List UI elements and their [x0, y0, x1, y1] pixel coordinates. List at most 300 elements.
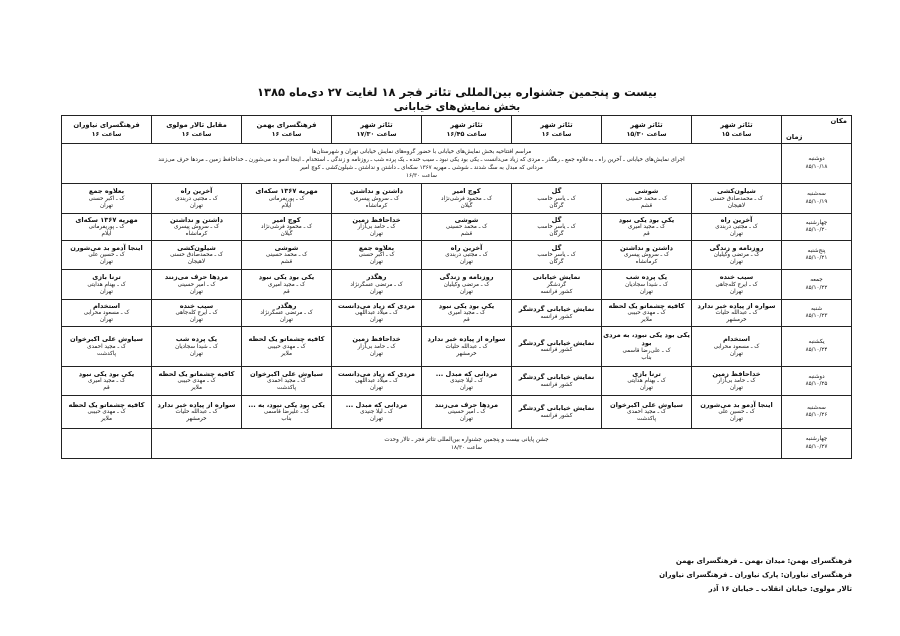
performance-director: ک ـ مرتضی وکیلیان — [443, 281, 490, 288]
venue-header-cell — [512, 116, 602, 144]
performance-cell — [512, 241, 602, 270]
performance-title: ترنا بازی — [92, 273, 121, 282]
venue-time: ساعت ۱۷/۳۰ — [356, 129, 397, 138]
performance-title: سیاوش علی اکبرخوان — [610, 400, 683, 409]
performance-city: پاکدشت — [96, 350, 117, 357]
performance-title: استخدام — [722, 335, 751, 344]
performance-cell — [242, 184, 332, 214]
performance-cell — [602, 396, 692, 429]
performance-director: ک ـ لیلا جنیدی — [450, 378, 483, 385]
performance-title: مهریه ۱۳۶۷ سکه‌ای — [255, 187, 318, 196]
performance-cell — [242, 214, 332, 241]
performance-cell — [152, 396, 242, 429]
performance-title: اینجا آدمو بد می‌شورن — [700, 400, 773, 409]
venue-name: تئاتر شهر — [360, 120, 393, 129]
day-date: ۸۵/۱۰/۲۲ — [805, 284, 828, 291]
performance-director: ک ـ علی‌رضا قاسمی — [622, 347, 671, 354]
performance-title: یکی بود یکی نبود، به ... — [248, 400, 325, 409]
note-niavaran: فرهنگسرای نیاوران: پارک نیاوران ـ فرهنگسرای نیاوران — [659, 571, 852, 579]
performance-city: قشم — [280, 259, 293, 266]
performance-cell — [692, 367, 782, 396]
performance-cell — [152, 300, 242, 327]
performance-title: مردی که زیاد می‌دانست — [337, 301, 416, 310]
venue-time: ساعت ۱۶/۴۵ — [446, 129, 487, 138]
performance-cell — [242, 396, 332, 429]
performance-title: مردانی که مبدل ... — [345, 400, 408, 409]
performance-director: گردشگر — [546, 281, 567, 288]
performance-city: تهران — [100, 317, 113, 324]
performance-title: یک پرده شب — [175, 335, 218, 344]
performance-cell — [422, 214, 512, 241]
day-row — [62, 214, 852, 241]
venue-name: تئاتر شهر — [720, 120, 753, 129]
venue-name: فرهنگسرای بهمن — [256, 120, 317, 129]
performance-director: ک ـ مجتبی دربندی — [715, 224, 758, 231]
performance-cell — [512, 396, 602, 429]
performance-title: مردها حرف می‌زنند — [164, 273, 229, 282]
performance-director: ک ـ لیلا جنیدی — [360, 409, 393, 416]
performance-cell — [692, 214, 782, 241]
performance-director: ک ـ شیدا سجادیان — [625, 281, 668, 288]
performance-cell — [62, 241, 152, 270]
performance-city: بناب — [281, 416, 292, 423]
day-cell — [782, 241, 852, 270]
performance-title: کافیه چشماتو یک لحظه — [158, 369, 235, 378]
performance-director: ک ـ یاسر خاسب — [537, 195, 576, 202]
performance-city: لاهیجان — [727, 202, 746, 209]
opening-line: ساعت ۱۶/۳۰ — [406, 172, 437, 179]
performance-director: ک ـ محمدصادق حسنی — [710, 195, 763, 202]
performance-title: گل — [551, 215, 562, 224]
venue-time: ساعت ۱۶ — [271, 129, 302, 138]
performance-title: کافیه چشماتو یک لحظه — [68, 400, 145, 409]
performance-city: تهران — [370, 385, 383, 392]
performance-city: تهران — [730, 259, 743, 266]
performance-city: تهران — [190, 350, 203, 357]
empty-cell — [62, 429, 152, 459]
venue-header-cell — [332, 116, 422, 144]
day-name: شنبه — [810, 305, 823, 312]
performance-title: شیلون‌کشی — [177, 243, 216, 252]
performance-cell — [692, 300, 782, 327]
performance-cell — [242, 327, 332, 367]
performance-city: ایلام — [101, 231, 112, 238]
performance-title: سواره از پیاده خبر ندارد — [157, 400, 236, 409]
venue-header-cell — [422, 116, 512, 144]
performance-director: ک ـ مجید احمدی — [87, 343, 126, 350]
performance-director: ک ـ شیدا سجادیان — [175, 343, 218, 350]
day-cell — [782, 367, 852, 396]
venue-name: فرهنگسرای نیاوران — [73, 120, 140, 129]
performance-director: ک ـ عبدالله حلیات — [175, 409, 218, 416]
performance-director: ک ـ میلاد عبداللهی — [355, 378, 398, 385]
performance-title: مردها حرف می‌زنند — [434, 400, 499, 409]
performance-cell — [332, 396, 422, 429]
day-name: دوشنبه — [808, 373, 825, 380]
performance-title: یکی بود یکی نبود — [78, 369, 135, 378]
performance-city: تهران — [730, 416, 743, 423]
performance-cell — [62, 396, 152, 429]
performance-director: ک ـ بهنام هدایتی — [87, 281, 126, 288]
day-name: دوشنبه — [808, 156, 825, 163]
performance-cell — [152, 241, 242, 270]
performance-director: ک ـ ایرج کله‌جاهی — [715, 281, 758, 288]
performance-director: ک ـ حسین علی — [718, 409, 755, 416]
performance-title: مردی که زیاد می‌دانست — [337, 369, 416, 378]
performance-city: تهران — [100, 259, 113, 266]
performance-city: تهران — [460, 259, 473, 266]
performance-title: شیلون‌کشی — [717, 187, 756, 196]
performance-title: نمایش خیابانی گردشگر — [518, 305, 595, 314]
performance-director: ک ـ مسعود محرابی — [83, 310, 130, 317]
venue-name: تئاتر شهر — [540, 120, 573, 129]
performance-city: کشور فرانسه — [540, 381, 573, 388]
closing-row — [62, 429, 852, 459]
page-subtitle: بخش نمایش‌های خیابانی — [393, 101, 521, 113]
performance-director: ک ـ پوریفرمانی — [88, 224, 125, 231]
performance-director: ک ـ میلاد عبداللهی — [355, 310, 398, 317]
venue-header-cell — [62, 116, 152, 144]
performance-city: کرمانشاه — [635, 259, 658, 266]
performance-cell — [422, 270, 512, 300]
performance-director: ک ـ مجید احمدی — [627, 409, 666, 416]
performance-director: ک ـ مجید امیری — [448, 310, 485, 317]
performance-director: ک ـ حامد بی‌آزار — [717, 378, 756, 385]
performance-cell — [692, 396, 782, 429]
performance-director: ک ـ مسعود محرابی — [713, 343, 760, 350]
venue-header-cell — [692, 116, 782, 144]
performance-cell — [62, 300, 152, 327]
corner-time-label: زمان — [786, 132, 803, 141]
performance-city: تهران — [460, 416, 473, 423]
performance-director: ک ـ اکبر حسنی — [358, 252, 395, 259]
performance-title: یک پرده شب — [625, 273, 668, 282]
performance-title: روزنامه و زندگی — [439, 273, 494, 282]
performance-director: ک ـ امیر حسینی — [177, 281, 216, 288]
venue-header-cell — [602, 116, 692, 144]
performance-city: تهران — [100, 202, 113, 209]
performance-director: ک ـ امیر حسینی — [447, 409, 486, 416]
performance-title: کافیه چشماتو یک لحظه — [248, 335, 325, 344]
performance-cell — [692, 327, 782, 367]
performance-cell — [602, 184, 692, 214]
day-cell — [782, 214, 852, 241]
performance-cell — [422, 300, 512, 327]
performance-city: تهران — [730, 288, 743, 295]
day-date: ۸۵/۱۰/۲۱ — [805, 255, 828, 261]
performance-title: سیاوش علی اکبرخوان — [250, 369, 323, 378]
day-date: ۸۵/۱۰/۲۶ — [805, 412, 828, 418]
performance-city: خرمشهر — [726, 317, 747, 324]
performance-cell — [242, 241, 332, 270]
performance-title: یکی بود یکی نبود — [438, 301, 495, 310]
performance-cell — [602, 214, 692, 241]
performance-city: تهران — [100, 288, 113, 295]
opening-line: مراسم افتتاحیه بخش نمایش‌های خیابانی با حضور گروه‌های نمایش خیابانی تهران و شهرستان‌ها — [311, 148, 532, 155]
performance-director: ک ـ مهدی حبیبی — [267, 343, 306, 350]
performance-director: ک ـ اکبر حسنی — [88, 195, 125, 202]
performance-title: نمایش خیابانی گردشگر — [518, 373, 595, 382]
opening-row — [62, 144, 852, 184]
day-cell — [782, 429, 852, 459]
performance-cell — [242, 270, 332, 300]
performance-director: ک ـ مجتبی دربندی — [175, 195, 218, 202]
performance-city: تهران — [370, 288, 383, 295]
performance-director: ک ـ مجید امیری — [628, 224, 665, 231]
performance-director: ک ـ مرتضی عسگرنژاد — [260, 310, 313, 317]
performance-cell — [512, 184, 602, 214]
performance-title: شوشی — [454, 215, 479, 224]
venue-notes — [659, 554, 852, 596]
performance-cell — [512, 367, 602, 396]
performance-director: ک ـ مجید احمدی — [267, 378, 306, 385]
note-molavi: تالار مولوی: خیابان انقلاب ـ خیابان ۱۶ آذر — [708, 585, 852, 593]
performance-director: ک ـ مهدی حبیبی — [177, 378, 216, 385]
performance-director: ک ـ بهنام هدایتی — [627, 378, 666, 385]
performance-cell — [62, 327, 152, 367]
performance-director: ک ـ مجتبی دربندی — [445, 252, 488, 259]
performance-city: تهران — [730, 231, 743, 238]
performance-cell — [332, 214, 422, 241]
performance-director: ک ـ یاسر خاسب — [537, 252, 576, 259]
performance-cell — [422, 327, 512, 367]
venue-name: مقابل تالار مولوی — [166, 120, 227, 129]
performance-director: ک ـ عبدالله حلیات — [715, 310, 758, 317]
performance-cell — [692, 270, 782, 300]
day-date: ۸۵/۱۰/۲۷ — [805, 443, 828, 450]
day-cell — [782, 300, 852, 327]
venue-time: ساعت ۱۵ — [721, 129, 752, 138]
performance-cell — [332, 300, 422, 327]
performance-city: قم — [463, 317, 470, 324]
performance-title: ترنا بازی — [632, 369, 661, 378]
performance-title: نمایش خیابانی — [532, 273, 581, 282]
performance-city: گرگان — [549, 231, 564, 238]
performance-city: گرگان — [549, 202, 564, 209]
day-date: ۸۵/۱۰/۱۹ — [805, 198, 828, 205]
day-name: چهارشنبه — [805, 219, 828, 226]
performance-director: ک ـ محمدصادق حسنی — [170, 252, 223, 259]
performance-cell — [692, 184, 782, 214]
performance-director: ک ـ مرتضی وکیلیان — [713, 252, 760, 259]
performance-title: رهگذر — [366, 273, 387, 282]
performance-title: آخرین راه — [450, 243, 483, 252]
performance-title: سیب خنده — [179, 301, 214, 310]
performance-cell — [512, 270, 602, 300]
performance-director: ک ـ مهدی حبیبی — [627, 310, 666, 317]
performance-city: قشم — [460, 231, 473, 238]
performance-city: کشور فرانسه — [540, 347, 573, 354]
performance-director: ک ـ محمد حسینی — [625, 195, 668, 202]
performance-city: کشور فرانسه — [540, 412, 573, 419]
day-name: یکشنبه — [808, 339, 825, 346]
performance-city: ایلام — [281, 202, 292, 209]
performance-director: ک ـ حامد بی‌آزار — [357, 224, 396, 231]
performance-title: روزنامه و زندگی — [709, 243, 764, 252]
performance-title: سیاوش علی اکبرخوان — [70, 335, 143, 344]
venue-time: ساعت ۱۶ — [541, 129, 572, 138]
performance-title: داشتن و نداشتن — [349, 187, 404, 196]
performance-title: گل — [551, 187, 562, 196]
performance-title: مهریه ۱۳۶۷ سکه‌ای — [75, 215, 138, 224]
opening-line: اجرای نمایش‌های خیابانی ـ آخرین راه ـ به‌علاوه جمع ـ رهگذر ـ مردی که زیاد می‌دانست ـ یکی بود یکی نبود ـ سیب خنده ـ یک پرده شب ـ روزنامه و زندگی ـ استخدام ـ اینجا آدمو بد می‌شورن ـ خداحافظ زمین ـ مردها حرف می‌زنند — [158, 156, 685, 163]
header-row — [62, 116, 852, 144]
performance-cell — [152, 270, 242, 300]
performance-cell — [152, 367, 242, 396]
day-name: سه‌شنبه — [807, 404, 826, 411]
performance-city: تهران — [190, 288, 203, 295]
performance-city: تهران — [370, 416, 383, 423]
performance-title: گل — [551, 243, 562, 252]
performance-title: کوچ امیر — [452, 187, 481, 196]
performance-title: یکی بود یکی نبود — [258, 273, 315, 282]
venue-time: ساعت ۱۵/۳۰ — [626, 129, 667, 138]
venue-header-cell — [242, 116, 332, 144]
performance-cell — [512, 300, 602, 327]
performance-city: لاهیجان — [187, 259, 206, 266]
performance-city: ملایر — [191, 385, 202, 392]
note-bahman: فرهنگسرای بهمن: میدان بهمن ـ فرهنگسرای بهمن — [675, 557, 852, 565]
performance-title: کافیه چشماتو یک لحظه — [608, 301, 685, 310]
venue-time: ساعت ۱۶ — [91, 129, 122, 138]
performance-city: تهران — [370, 231, 383, 238]
day-date: ۸۵/۱۰/۲۵ — [805, 381, 828, 387]
performance-director: ک ـ سروش پیسری — [354, 195, 399, 202]
opening-line: مردانی که مبدل به سگ شدند ـ شوشی ـ مهریه ۱۳۶۷ سکه‌ای ـ داشتن و نداشتن ـ شیلون‌کشی ـ کوچ امیر — [300, 164, 543, 171]
performance-city: تهران — [190, 202, 203, 209]
performance-city: تهران — [370, 350, 383, 357]
day-cell — [782, 144, 852, 184]
performance-city: کشور فرانسه — [540, 313, 573, 320]
performance-cell — [62, 214, 152, 241]
performance-director: ک ـ یاسر خاسب — [537, 224, 576, 231]
performance-city: قم — [283, 288, 290, 295]
performance-cell — [602, 241, 692, 270]
performance-cell — [602, 367, 692, 396]
performance-cell — [62, 367, 152, 396]
performance-director: ک ـ مجید امیری — [268, 281, 305, 288]
performance-cell — [422, 396, 512, 429]
performance-city: تهران — [280, 317, 293, 324]
performance-city: خرمشهر — [456, 350, 477, 357]
performance-city: تهران — [190, 317, 203, 324]
day-row — [62, 396, 852, 429]
performance-title: نمایش خیابانی گردشگر — [518, 338, 595, 347]
day-cell — [782, 270, 852, 300]
performance-title: یکی بود یکی نبود، به مردی بود — [603, 330, 690, 348]
performance-cell — [602, 300, 692, 327]
performance-director: ک ـ پوریفرمانی — [268, 195, 305, 202]
performance-title: سیب خنده — [719, 273, 754, 282]
performance-title: خداحافظ زمین — [352, 335, 401, 344]
performance-cell — [512, 327, 602, 367]
performance-cell — [152, 327, 242, 367]
performance-city: ملایر — [641, 317, 652, 324]
performance-cell — [62, 270, 152, 300]
performance-director: ک ـ محمود فرشی‌نژاد — [441, 195, 492, 202]
performance-director: ک ـ حامد بی‌آزار — [357, 343, 396, 350]
performance-cell — [602, 270, 692, 300]
performance-cell — [332, 367, 422, 396]
performance-city: تهران — [370, 317, 383, 324]
performance-title: مردانی که مبدل ... — [435, 369, 498, 378]
day-date: ۸۵/۱۰/۲۰ — [805, 227, 828, 233]
performance-title: سواره از پیاده خبر ندارد — [427, 335, 506, 344]
performance-city: تهران — [370, 259, 383, 266]
day-name: پنج‌شنبه — [807, 247, 826, 254]
performance-director: ک ـ محمد حسینی — [265, 252, 308, 259]
performance-director: ک ـ ایرج کله‌جاهی — [175, 310, 218, 317]
performance-title: شوشی — [274, 243, 299, 252]
corner-cell — [782, 116, 852, 144]
performance-city: قشم — [640, 202, 653, 209]
performance-title: سواره از پیاده خبر ندارد — [697, 301, 776, 310]
day-name: جمعه — [810, 277, 823, 284]
performance-title: آخرین راه — [180, 187, 213, 196]
performance-cell — [332, 184, 422, 214]
corner-place-label: مکان — [830, 117, 847, 125]
performance-city: تهران — [640, 288, 653, 295]
schedule-table — [61, 115, 852, 459]
performance-director: ک ـ علیرضا قاسمی — [263, 409, 310, 416]
performance-city: تهران — [730, 385, 743, 392]
performance-cell — [602, 327, 692, 367]
opening-ceremony-cell — [62, 144, 782, 184]
performance-title: یکی بود یکی نبود — [618, 215, 675, 224]
performance-cell — [62, 184, 152, 214]
performance-title: استخدام — [92, 301, 121, 310]
performance-city: کرمانشاه — [365, 202, 388, 209]
performance-title: نمایش خیابانی گردشگر — [518, 404, 595, 413]
venue-name: تئاتر شهر — [450, 120, 483, 129]
closing-line: ساعت ۱۸/۳۰ — [451, 444, 482, 451]
performance-city: تهران — [730, 350, 743, 357]
performance-city: گیلان — [460, 202, 473, 209]
day-row — [62, 270, 852, 300]
performance-title: آخرین راه — [720, 215, 753, 224]
day-date: ۸۵/۱۰/۲۴ — [805, 346, 828, 353]
performance-director: ک ـ عبدالله حلیات — [445, 343, 488, 350]
performance-city: تهران — [460, 288, 473, 295]
performance-cell — [152, 214, 242, 241]
performance-title: شوشی — [634, 187, 659, 196]
performance-cell — [512, 214, 602, 241]
performance-director: ک ـ مرتضی عسگرنژاد — [350, 281, 403, 288]
page-title: بیست و پنجمین جشنواره بین‌المللی تئاتر فجر ۱۸ لغایت ۲۷ دی‌ماه ۱۳۸۵ — [257, 85, 657, 99]
performance-title: داشتن و نداشتن — [169, 215, 224, 224]
performance-cell — [692, 241, 782, 270]
performance-director: ک ـ مجید امیری — [88, 378, 125, 385]
performance-cell — [332, 241, 422, 270]
performance-director: ک ـ سروش پیسری — [174, 224, 219, 231]
performance-title: بعلاوه جمع — [88, 187, 125, 196]
day-row — [62, 327, 852, 367]
performance-city: پاکدشت — [276, 385, 297, 392]
day-date: ۸۵/۱۰/۱۸ — [805, 163, 828, 170]
day-name: سه‌شنبه — [807, 191, 826, 198]
performance-cell — [422, 241, 512, 270]
performance-city: بناب — [641, 355, 652, 361]
performance-title: کوچ امیر — [272, 215, 301, 224]
performance-city: گیلان — [280, 231, 293, 238]
performance-cell — [332, 327, 422, 367]
performance-city: تهران — [460, 385, 473, 392]
schedule-page — [62, 84, 852, 459]
performance-title: داشتن و نداشتن — [619, 243, 674, 252]
performance-title: خداحافظ زمین — [712, 369, 761, 378]
performance-city: پاکدشت — [636, 416, 657, 423]
performance-title: خداحافظ زمین — [352, 215, 401, 224]
